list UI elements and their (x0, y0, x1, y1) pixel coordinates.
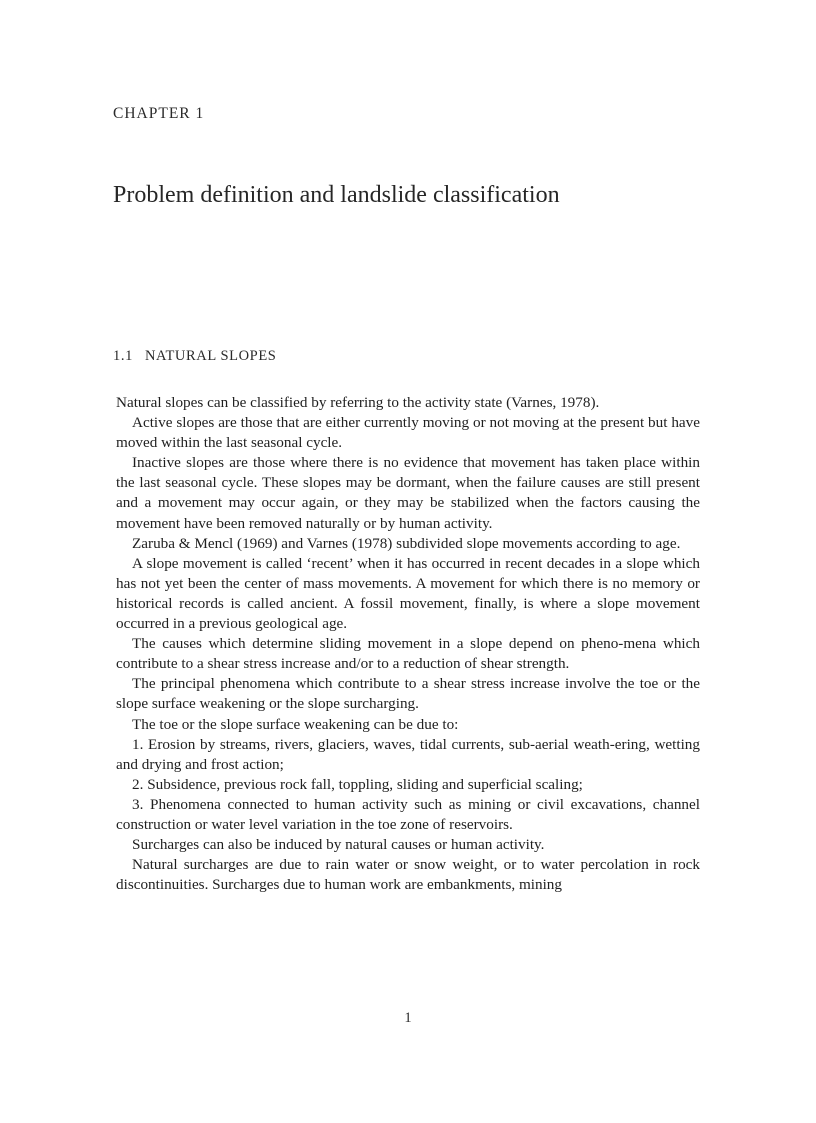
paragraph: Active slopes are those that are either currently moving or not moving at the present but have moved within the last seasonal cycle. (116, 414, 700, 452)
paragraph: The causes which determine sliding movement in a slope depend on pheno-mena which contribute to a shear stress increase and/or to a reduction of shear strength. (116, 635, 700, 673)
paragraph: Natural slopes can be classified by referring to the activity state (Varnes, 1978). (116, 394, 600, 411)
paragraph: The principal phenomena which contribute to a shear stress increase involve the toe or the slope surface weakening or the slope surcharging. (116, 675, 700, 713)
chapter-title: Problem definition and landslide classification (113, 182, 560, 208)
body-text (116, 393, 700, 895)
paragraph: A slope movement is called ‘recent’ when it has occurred in recent decades in a slope which has not yet been the center of mass movements. A movement for which there is no memory or historical records is called ancient. A fossil movement, finally, is where a slope movement occurred in a previous geological age. (116, 554, 700, 633)
section-number: 1.1 (113, 348, 133, 364)
list-item: 3. Phenomena connected to human activity such as mining or civil excavations, channel construction or water level variation in the toe zone of reservoirs. (116, 795, 700, 833)
paragraph: The toe or the slope surface weakening can be due to: (132, 715, 459, 733)
section-heading (113, 348, 276, 365)
paragraph: Inactive slopes are those where there is no evidence that movement has taken place within the last seasonal cycle. These slopes may be dormant, when the failure causes are still present and a movement may occur again, or they may be stabilized when the factors causing the movement have been removed naturally or by human activity. (116, 454, 700, 532)
paragraph: Surcharges can also be induced by natural causes or human activity. (132, 836, 545, 854)
chapter-label: CHAPTER 1 (113, 105, 205, 122)
list-item: 2. Subsidence, previous rock fall, toppling, sliding and superficial scaling; (132, 775, 583, 793)
page-number: 1 (404, 1010, 412, 1026)
paragraph: Natural surcharges are due to rain water or snow weight, or to water percolation in rock discontinuities. Surcharges due to human work are embankments, mining (116, 856, 700, 894)
section-title: NATURAL SLOPES (144, 348, 277, 364)
list-item: 1. Erosion by streams, rivers, glaciers, waves, tidal currents, sub-aerial weath-ering, wetting and drying and frost action; (116, 735, 700, 773)
paragraph: Zaruba & Mencl (1969) and Varnes (1978) subdivided slope movements according to age. (132, 534, 681, 552)
